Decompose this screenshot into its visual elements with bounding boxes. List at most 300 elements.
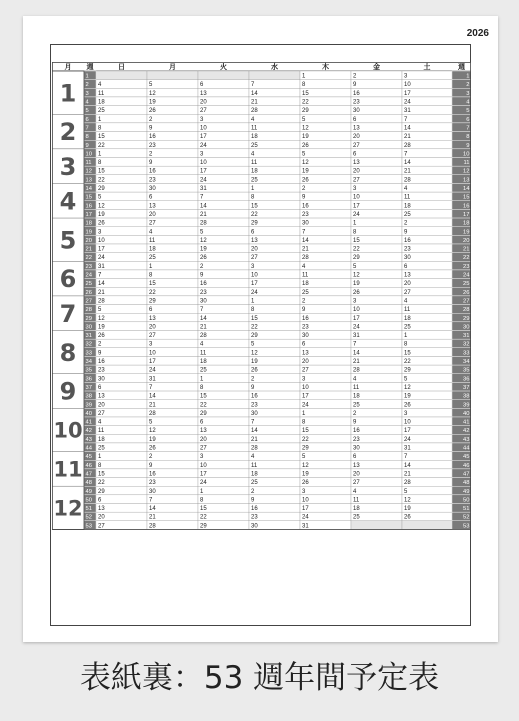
day-cell [300, 192, 351, 201]
day-number: 26 [404, 402, 411, 409]
day-cell [402, 227, 452, 236]
day-number: 5 [149, 82, 153, 89]
day-number: 22 [251, 211, 258, 218]
day-number: 25 [404, 211, 411, 218]
day-cell [249, 339, 300, 348]
day-number: 7 [98, 272, 102, 279]
week-number-left: 33 [85, 350, 92, 357]
day-number: 18 [353, 393, 360, 400]
day-number: 18 [98, 99, 105, 106]
day-number: 9 [404, 229, 408, 236]
day-number: 1 [200, 376, 204, 383]
day-number: 1 [353, 220, 357, 227]
day-number: 10 [353, 194, 360, 201]
day-number: 22 [200, 402, 207, 409]
day-number: 3 [98, 229, 102, 236]
day-number: 25 [353, 402, 360, 409]
day-cell [402, 296, 452, 305]
day-number: 2 [251, 376, 255, 383]
day-number: 3 [302, 488, 306, 495]
day-number: 4 [302, 263, 306, 270]
day-number: 8 [302, 419, 306, 426]
day-number: 4 [353, 488, 357, 495]
day-number: 21 [404, 134, 411, 141]
day-number: 5 [302, 151, 306, 158]
day-cell [351, 521, 402, 530]
day-number: 2 [149, 116, 153, 123]
day-number: 12 [251, 350, 258, 357]
day-number: 7 [149, 384, 153, 391]
day-number: 6 [200, 419, 204, 426]
day-number: 21 [251, 436, 258, 443]
week-number-right: 48 [463, 480, 470, 487]
day-number: 20 [251, 246, 258, 253]
day-number: 15 [302, 428, 309, 435]
day-cell [249, 261, 300, 270]
day-number: 19 [302, 471, 309, 478]
day-cell [402, 149, 452, 158]
day-number: 21 [200, 324, 207, 331]
day-number: 1 [404, 333, 408, 340]
header-cell: 土 [423, 63, 431, 71]
day-number: 26 [251, 367, 258, 374]
day-number: 23 [251, 402, 258, 409]
day-number: 31 [404, 108, 411, 115]
day-cell [300, 261, 351, 270]
day-cell [96, 71, 147, 80]
day-number: 17 [200, 471, 207, 478]
day-number: 3 [200, 454, 204, 461]
day-number: 10 [149, 350, 156, 357]
week-number-left: 13 [85, 177, 92, 184]
day-number: 16 [353, 90, 360, 97]
day-cell [402, 521, 452, 530]
day-number: 15 [302, 90, 309, 97]
day-number: 2 [353, 410, 357, 417]
day-number: 16 [149, 471, 156, 478]
day-number: 8 [251, 307, 255, 314]
day-number: 27 [98, 523, 105, 530]
day-number: 29 [251, 220, 258, 227]
week-number-right: 34 [463, 359, 470, 365]
day-number: 10 [200, 160, 207, 167]
day-number: 24 [149, 367, 156, 374]
day-number: 16 [251, 506, 258, 513]
day-number: 8 [149, 272, 153, 279]
day-cell [249, 149, 300, 158]
day-number: 13 [200, 428, 207, 435]
week-number-left: 30 [85, 324, 92, 331]
week-number-left: 41 [85, 419, 92, 426]
day-number: 22 [251, 324, 258, 331]
week-number-right: 42 [463, 428, 470, 435]
day-number: 16 [251, 393, 258, 400]
day-number: 1 [98, 454, 102, 461]
day-cell [147, 452, 198, 461]
day-number: 11 [251, 462, 258, 469]
day-number: 13 [149, 203, 156, 210]
day-cell [300, 114, 351, 123]
day-number: 21 [200, 211, 207, 218]
day-number: 21 [251, 99, 258, 106]
day-number: 15 [251, 315, 258, 322]
day-number: 18 [251, 471, 258, 478]
day-number: 24 [200, 177, 207, 184]
day-number: 1 [149, 263, 153, 270]
day-number: 19 [98, 324, 105, 331]
week-number-right: 37 [463, 384, 470, 391]
day-number: 19 [302, 134, 309, 141]
day-number: 18 [149, 246, 156, 253]
day-number: 11 [98, 90, 105, 97]
day-number: 18 [200, 359, 207, 365]
day-cell [300, 80, 351, 89]
day-number: 11 [251, 160, 258, 167]
day-number: 23 [200, 289, 207, 296]
month-label: 6 [59, 265, 77, 294]
day-number: 30 [404, 255, 411, 262]
day-number: 29 [404, 367, 411, 374]
day-number: 7 [404, 151, 408, 158]
day-number: 20 [353, 471, 360, 478]
day-cell [198, 270, 249, 279]
week-number-right: 12 [463, 168, 470, 175]
week-number-left: 11 [85, 160, 92, 167]
day-cell [300, 296, 351, 305]
day-number: 30 [251, 410, 258, 417]
week-number-left: 22 [85, 255, 92, 262]
day-cell [300, 452, 351, 461]
month-label: 4 [59, 187, 77, 216]
week-number-right: 47 [463, 471, 470, 478]
day-number: 14 [200, 203, 207, 210]
day-number: 13 [98, 506, 105, 513]
day-cell [300, 417, 351, 426]
day-number: 29 [302, 108, 309, 115]
day-cell [351, 183, 402, 192]
day-cell [300, 339, 351, 348]
day-cell [351, 374, 402, 383]
day-cell [300, 408, 351, 417]
day-number: 14 [404, 160, 411, 167]
day-number: 9 [353, 82, 357, 89]
week-number-right: 35 [463, 367, 470, 374]
day-number: 3 [149, 341, 153, 348]
week-calendar-grid [52, 62, 471, 609]
day-cell [96, 495, 147, 504]
day-number: 31 [404, 445, 411, 452]
week-number-right: 41 [463, 419, 470, 426]
day-number: 25 [251, 142, 258, 149]
day-number: 12 [404, 384, 411, 391]
day-number: 27 [200, 108, 207, 115]
day-number: 10 [404, 419, 411, 426]
day-number: 4 [98, 419, 102, 426]
day-number: 6 [98, 384, 102, 391]
day-number: 10 [404, 82, 411, 89]
day-number: 24 [200, 480, 207, 487]
week-number-left: 31 [85, 333, 92, 340]
day-number: 13 [98, 393, 105, 400]
week-number-right: 45 [463, 454, 470, 461]
day-number: 14 [404, 125, 411, 132]
day-number: 19 [251, 359, 258, 365]
day-cell [249, 452, 300, 461]
day-number: 8 [251, 194, 255, 201]
day-number: 25 [200, 367, 207, 374]
week-number-right: 46 [463, 462, 470, 469]
month-label: 3 [59, 152, 77, 181]
day-number: 5 [251, 341, 255, 348]
day-cell [198, 339, 249, 348]
header-cell: 金 [373, 63, 380, 71]
day-number: 7 [149, 497, 153, 504]
day-number: 2 [302, 186, 306, 192]
day-cell [351, 417, 402, 426]
day-cell [147, 417, 198, 426]
day-number: 19 [404, 506, 411, 513]
day-number: 4 [404, 186, 408, 192]
day-number: 6 [353, 116, 357, 123]
day-number: 8 [302, 82, 306, 89]
week-number-left: 32 [85, 341, 92, 348]
week-number-left: 15 [85, 194, 92, 201]
day-number: 18 [98, 436, 105, 443]
day-number: 26 [302, 177, 309, 184]
day-number: 31 [200, 186, 207, 192]
day-number: 11 [98, 428, 105, 435]
day-number: 29 [98, 488, 105, 495]
day-number: 16 [302, 315, 309, 322]
header-row [52, 62, 471, 71]
day-cell [147, 382, 198, 391]
day-number: 1 [251, 298, 255, 305]
week-number-left: 49 [85, 488, 92, 495]
week-number-right: 25 [463, 281, 470, 288]
day-cell [351, 218, 402, 227]
week-number-left: 20 [85, 237, 92, 244]
day-number: 20 [353, 168, 360, 175]
week-number-left: 18 [85, 220, 92, 227]
day-number: 17 [200, 134, 207, 141]
day-number: 24 [200, 142, 207, 149]
day-number: 28 [251, 108, 258, 115]
day-number: 24 [98, 255, 105, 262]
day-number: 4 [251, 151, 255, 158]
day-cell [198, 452, 249, 461]
day-cell [300, 71, 351, 80]
week-number-left: 21 [85, 246, 92, 253]
day-cell [147, 192, 198, 201]
day-number: 18 [251, 168, 258, 175]
week-number-left: 29 [85, 315, 92, 322]
day-number: 26 [353, 289, 360, 296]
week-number-left: 6 [85, 116, 89, 123]
day-number: 27 [353, 177, 360, 184]
header-cell: 水 [271, 63, 278, 71]
month-label: 2 [59, 118, 77, 147]
day-number: 4 [200, 341, 204, 348]
day-number: 6 [98, 497, 102, 504]
day-number: 9 [149, 125, 153, 132]
day-cell [351, 261, 402, 270]
day-number: 22 [404, 359, 411, 365]
day-cell [96, 123, 147, 132]
day-number: 1 [98, 116, 102, 123]
day-cell [198, 227, 249, 236]
week-number-left: 44 [85, 445, 92, 452]
day-number: 29 [98, 186, 105, 192]
day-cell [249, 486, 300, 495]
day-number: 21 [302, 246, 309, 253]
day-number: 17 [98, 246, 105, 253]
day-number: 6 [149, 194, 153, 201]
day-number: 23 [98, 367, 105, 374]
week-number-right: 24 [463, 272, 470, 279]
week-number-right: 11 [463, 160, 470, 167]
week-number-left: 4 [85, 99, 89, 106]
week-number-left: 42 [85, 428, 92, 435]
day-number: 22 [200, 514, 207, 521]
week-number-right: 39 [463, 402, 470, 409]
day-number: 27 [98, 410, 105, 417]
week-number-right: 40 [463, 410, 470, 417]
week-number-right: 44 [463, 445, 470, 452]
day-number: 25 [251, 177, 258, 184]
week-number-left: 47 [85, 471, 92, 478]
day-number: 16 [149, 134, 156, 141]
day-cell [300, 374, 351, 383]
day-cell [402, 114, 452, 123]
week-number-left: 9 [85, 142, 89, 149]
day-number: 7 [200, 307, 204, 314]
day-number: 24 [353, 324, 360, 331]
day-number: 29 [200, 523, 207, 530]
day-cell [147, 80, 198, 89]
day-number: 1 [200, 488, 204, 495]
day-number: 13 [353, 462, 360, 469]
day-cell [300, 486, 351, 495]
week-number-right: 38 [463, 393, 470, 400]
day-number: 8 [98, 160, 102, 167]
day-cell [249, 80, 300, 89]
day-number: 5 [98, 194, 102, 201]
day-number: 3 [251, 263, 255, 270]
day-number: 4 [98, 82, 102, 89]
week-number-left: 40 [85, 410, 92, 417]
day-cell [96, 339, 147, 348]
day-number: 11 [251, 125, 258, 132]
day-cell [147, 123, 198, 132]
day-number: 21 [98, 289, 105, 296]
day-number: 12 [98, 315, 105, 322]
day-cell [351, 339, 402, 348]
day-number: 9 [98, 350, 102, 357]
week-number-right: 3 [466, 90, 470, 97]
day-number: 25 [404, 324, 411, 331]
day-number: 19 [404, 393, 411, 400]
day-number: 5 [98, 307, 102, 314]
day-number: 28 [149, 523, 156, 530]
day-cell [96, 227, 147, 236]
day-number: 18 [353, 506, 360, 513]
day-number: 17 [404, 90, 411, 97]
day-number: 3 [404, 73, 408, 80]
week-number-right: 2 [466, 82, 470, 89]
month-label: 5 [59, 226, 77, 255]
day-number: 31 [98, 263, 105, 270]
day-cell [198, 305, 249, 314]
day-number: 28 [353, 367, 360, 374]
day-number: 11 [302, 272, 309, 279]
day-number: 18 [251, 134, 258, 141]
day-cell [198, 71, 249, 80]
day-number: 27 [149, 220, 156, 227]
day-cell [402, 218, 452, 227]
day-number: 7 [302, 229, 306, 236]
day-number: 6 [353, 151, 357, 158]
day-number: 28 [404, 177, 411, 184]
day-number: 15 [353, 237, 360, 244]
day-number: 2 [149, 454, 153, 461]
week-number-right: 50 [463, 497, 470, 504]
day-number: 13 [302, 350, 309, 357]
month-label: 12 [53, 496, 83, 521]
day-number: 30 [200, 298, 207, 305]
week-number-left: 10 [85, 151, 92, 158]
day-cell [351, 114, 402, 123]
day-number: 20 [200, 99, 207, 106]
week-number-left: 39 [85, 402, 92, 409]
day-number: 3 [200, 116, 204, 123]
day-cell [147, 114, 198, 123]
week-number-right: 53 [463, 523, 470, 530]
day-number: 14 [404, 462, 411, 469]
week-number-left: 36 [85, 376, 92, 383]
week-number-left: 45 [85, 454, 92, 461]
day-number: 27 [149, 333, 156, 340]
week-number-left: 17 [85, 211, 92, 218]
week-number-left: 24 [85, 272, 92, 279]
day-cell [300, 305, 351, 314]
day-number: 4 [251, 116, 255, 123]
week-number-left: 28 [85, 307, 92, 314]
day-number: 12 [149, 90, 156, 97]
day-cell [402, 408, 452, 417]
day-cell [198, 382, 249, 391]
day-number: 1 [302, 73, 306, 80]
calendar-page [23, 16, 498, 642]
day-number: 9 [251, 384, 255, 391]
day-number: 1 [98, 151, 102, 158]
day-number: 10 [200, 125, 207, 132]
day-cell [402, 331, 452, 340]
week-number-right: 29 [463, 315, 470, 322]
day-cell [96, 452, 147, 461]
day-number: 27 [302, 367, 309, 374]
header-cell: 週 [86, 63, 94, 71]
day-number: 16 [200, 281, 207, 288]
day-number: 25 [353, 514, 360, 521]
day-cell [249, 71, 300, 80]
day-number: 7 [404, 454, 408, 461]
day-number: 9 [302, 307, 306, 314]
day-number: 4 [251, 454, 255, 461]
day-number: 17 [353, 203, 360, 210]
day-number: 27 [200, 445, 207, 452]
day-cell [198, 114, 249, 123]
day-number: 28 [149, 410, 156, 417]
